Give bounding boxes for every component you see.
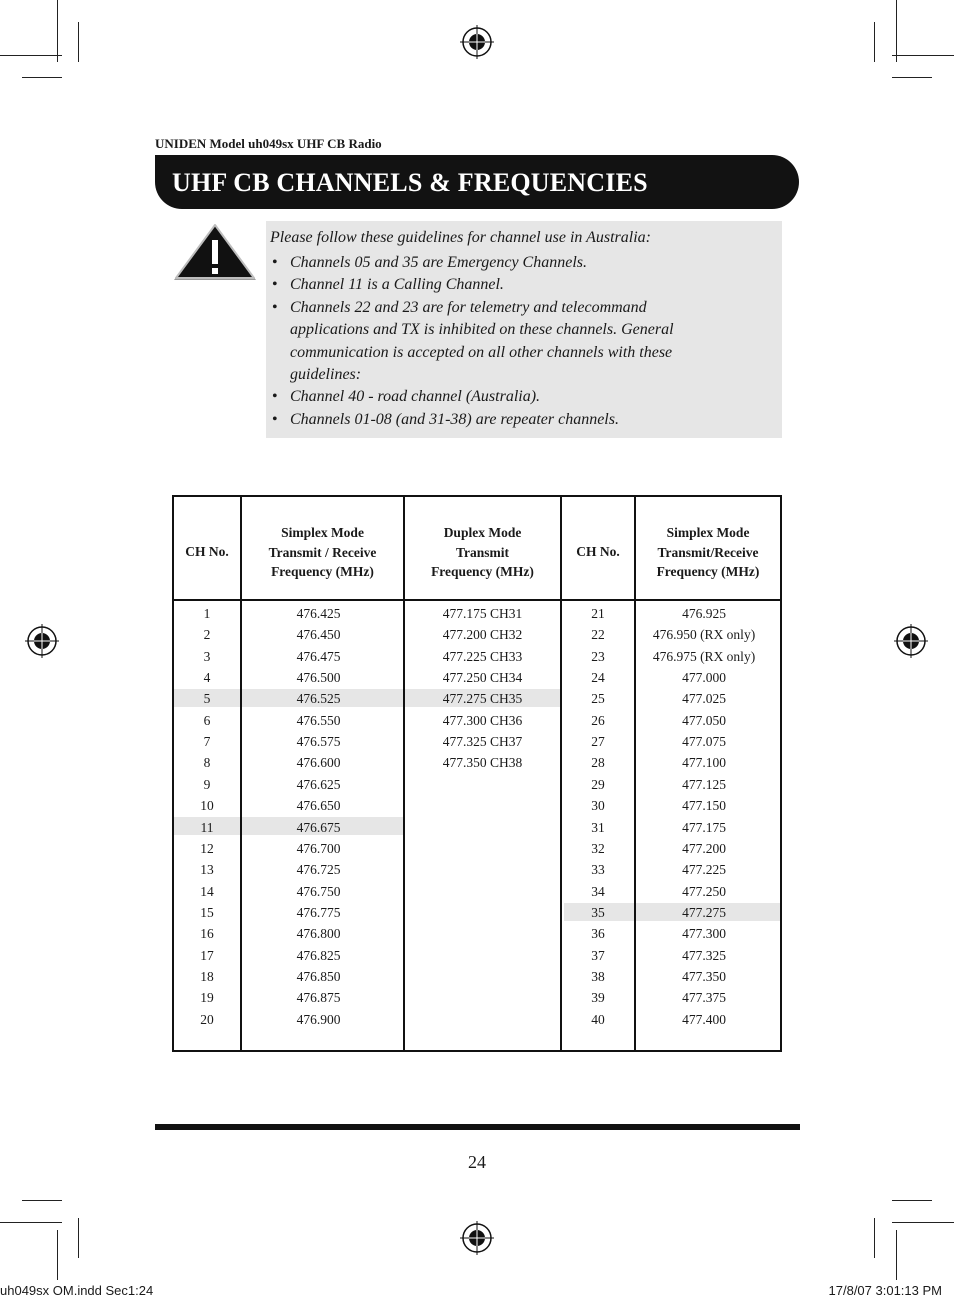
crop-mark bbox=[78, 1218, 79, 1258]
table-cell-simplex-freq: 476.950 (RX only) bbox=[652, 627, 756, 642]
table-cell-simplex-freq: 476.550 bbox=[296, 713, 341, 728]
header-simplex-left: Simplex Mode Transmit / Receive Frequency (MHz) bbox=[268, 525, 377, 579]
crop-mark bbox=[874, 22, 875, 62]
table-cell-simplex-freq: 477.100 bbox=[682, 755, 726, 770]
title-bar bbox=[155, 155, 799, 209]
table-cell-simplex-freq: 477.200 bbox=[682, 841, 726, 856]
table-cell-simplex-freq: 476.425 bbox=[296, 606, 341, 621]
table-cell-ch: 22 bbox=[591, 627, 605, 642]
crop-mark bbox=[78, 22, 79, 62]
header-duplex: Duplex Mode Transmit Frequency (MHz) bbox=[431, 525, 534, 579]
registration-mark-icon bbox=[460, 25, 494, 59]
table-cell-ch: 31 bbox=[591, 820, 605, 835]
list-item: • Channels 22 and 23 are for telemetry and telecommand applications and TX is inhibited on these channels. General communication is accepted on all other channels with these guidelines: bbox=[272, 298, 674, 384]
table-cell-ch: 16 bbox=[200, 926, 214, 941]
crop-mark bbox=[892, 1222, 954, 1223]
table-cell-ch: 24 bbox=[591, 670, 605, 685]
table-cell-ch: 21 bbox=[591, 606, 605, 621]
table-cell-ch: 13 bbox=[200, 862, 214, 877]
slug-timestamp: 17/8/07 3:01:13 PM bbox=[828, 1283, 942, 1298]
table-cell-ch: 26 bbox=[591, 713, 605, 728]
crop-mark bbox=[22, 1200, 62, 1201]
table-cell-ch: 20 bbox=[200, 1012, 214, 1027]
table-cell-simplex-freq: 476.850 bbox=[296, 969, 341, 984]
list-item: • Channel 11 is a Calling Channel. bbox=[272, 276, 504, 294]
table-cell-ch: 3 bbox=[203, 649, 211, 664]
list-item: • Channel 40 - road channel (Australia). bbox=[272, 388, 541, 406]
table-cell-ch: 37 bbox=[591, 948, 605, 963]
page-number: 24 bbox=[468, 1152, 486, 1172]
table-cell-simplex-freq: 477.225 bbox=[682, 862, 726, 877]
crop-mark bbox=[0, 1222, 62, 1223]
table-cell-duplex-freq: 477.200 CH32 bbox=[442, 627, 523, 642]
header-simplex-right: Simplex Mode Transmit/Receive Frequency (MHz) bbox=[656, 525, 760, 579]
table-cell-simplex-freq: 476.825 bbox=[296, 948, 341, 963]
table-cell-ch: 39 bbox=[591, 990, 605, 1005]
table-cell-simplex-freq: 476.775 bbox=[296, 905, 341, 920]
list-item: • Channels 05 and 35 are Emergency Channels. bbox=[272, 254, 587, 271]
table-cell-simplex-freq: 477.025 bbox=[682, 691, 726, 706]
crop-mark bbox=[57, 0, 58, 62]
table-cell-ch: 32 bbox=[591, 841, 605, 856]
document-header: UNIDEN Model uh049sx UHF CB Radio bbox=[155, 136, 382, 151]
table-cell-simplex-freq: 476.500 bbox=[296, 670, 341, 685]
table-cell-simplex-freq: 476.800 bbox=[296, 926, 341, 941]
table-cell-ch: 14 bbox=[200, 884, 214, 899]
crop-mark bbox=[896, 1230, 897, 1280]
table-cell-simplex-freq: 477.350 bbox=[682, 969, 726, 984]
table-cell-duplex-freq: 477.325 CH37 bbox=[442, 734, 523, 749]
table-cell-simplex-freq: 476.475 bbox=[296, 649, 341, 664]
table-cell-ch: 19 bbox=[200, 990, 214, 1005]
table-cell-simplex-freq: 477.275 bbox=[682, 905, 726, 920]
guideline-text: Channel 40 - road channel (Australia). bbox=[290, 388, 541, 406]
crop-mark bbox=[892, 55, 954, 56]
header-ch-no-left: CH No. bbox=[185, 544, 229, 559]
table-cell-ch: 5 bbox=[203, 691, 211, 706]
guideline-text: Channels 01-08 (and 31-38) are repeater channels. bbox=[290, 410, 619, 428]
table-cell-simplex-freq: 477.075 bbox=[682, 734, 726, 749]
table-cell-simplex-freq: 477.325 bbox=[682, 948, 726, 963]
table-cell-simplex-freq: 477.375 bbox=[682, 990, 726, 1005]
table-cell-ch: 18 bbox=[200, 969, 214, 984]
crop-mark bbox=[0, 55, 62, 56]
table-cell-ch: 10 bbox=[200, 798, 214, 813]
guideline-text: Channel 11 is a Calling Channel. bbox=[290, 276, 504, 294]
table-cell-simplex-freq: 476.625 bbox=[296, 777, 341, 792]
slug-filename: uh049sx OM.indd Sec1:24 bbox=[0, 1283, 154, 1298]
channel-table bbox=[172, 495, 782, 1052]
crop-mark bbox=[57, 1230, 58, 1280]
table-cell-duplex-freq: 477.225 CH33 bbox=[442, 649, 523, 664]
registration-mark-icon bbox=[894, 624, 928, 658]
table-cell-simplex-freq: 477.125 bbox=[682, 777, 726, 792]
table-cell-ch: 30 bbox=[591, 798, 605, 813]
table-cell-duplex-freq: 477.250 CH34 bbox=[442, 670, 523, 685]
table-cell-simplex-freq: 476.450 bbox=[296, 627, 341, 642]
table-cell-simplex-freq: 476.925 bbox=[682, 606, 726, 621]
table-cell-ch: 2 bbox=[203, 627, 211, 642]
guidelines-list bbox=[270, 252, 710, 431]
crop-mark bbox=[22, 77, 62, 78]
table-cell-simplex-freq: 476.725 bbox=[296, 862, 341, 877]
table-cell-simplex-freq: 476.700 bbox=[296, 841, 341, 856]
table-cell-simplex-freq: 476.525 bbox=[296, 691, 341, 706]
table-cell-ch: 4 bbox=[203, 670, 211, 685]
list-item: • Channels 01-08 (and 31-38) are repeater channels. bbox=[272, 410, 619, 428]
crop-mark bbox=[896, 0, 897, 62]
table-cell-simplex-freq: 477.250 bbox=[682, 884, 726, 899]
table-cell-ch: 9 bbox=[203, 777, 211, 792]
table-cell-ch: 12 bbox=[200, 841, 214, 856]
table-cell-ch: 40 bbox=[591, 1012, 605, 1027]
registration-mark-icon bbox=[460, 1221, 494, 1255]
table-cell-ch: 15 bbox=[200, 905, 214, 920]
crop-mark bbox=[892, 1200, 932, 1201]
table-cell-simplex-freq: 477.175 bbox=[682, 820, 726, 835]
guidelines-intro: Please follow these guidelines for channel use in Australia: bbox=[270, 229, 651, 246]
guideline-text: Channels 05 and 35 are Emergency Channels. bbox=[290, 254, 587, 271]
header-ch-no-right: CH No. bbox=[576, 544, 620, 559]
table-cell-duplex-freq: 477.275 CH35 bbox=[442, 691, 523, 706]
table-cell-ch: 1 bbox=[203, 606, 211, 621]
page-title: UHF CB CHANNELS & FREQUENCIES bbox=[172, 168, 648, 197]
table-cell-simplex-freq: 476.900 bbox=[296, 1012, 341, 1027]
table-cell-simplex-freq: 476.975 (RX only) bbox=[652, 649, 756, 664]
table-cell-ch: 7 bbox=[203, 734, 211, 749]
table-cell-duplex-freq: 477.350 CH38 bbox=[442, 755, 523, 770]
guidelines-box bbox=[266, 221, 782, 438]
warning-triangle-icon bbox=[172, 222, 258, 284]
table-cell-ch: 23 bbox=[591, 649, 605, 664]
table-cell-ch: 33 bbox=[591, 862, 605, 877]
table-cell-simplex-freq: 477.400 bbox=[682, 1012, 726, 1027]
table-cell-simplex-freq: 477.050 bbox=[682, 713, 726, 728]
table-cell-simplex-freq: 476.650 bbox=[296, 798, 341, 813]
guideline-text: Channels 22 and 23 are for telemetry and telecommand applications and TX is inhibited on these channels. General communication is accepted on all other channels with these guidelines: bbox=[290, 298, 674, 384]
table-cell-simplex-freq: 476.600 bbox=[296, 755, 341, 770]
table-cell-simplex-freq: 476.575 bbox=[296, 734, 341, 749]
table-cell-ch: 28 bbox=[591, 755, 605, 770]
table-cell-ch: 6 bbox=[203, 713, 211, 728]
table-cell-ch: 11 bbox=[200, 820, 214, 835]
crop-mark bbox=[892, 77, 932, 78]
table-cell-ch: 35 bbox=[591, 905, 605, 920]
registration-mark-icon bbox=[25, 624, 59, 658]
table-cell-ch: 25 bbox=[591, 691, 605, 706]
table-cell-ch: 29 bbox=[591, 777, 605, 792]
table-cell-duplex-freq: 477.300 CH36 bbox=[442, 713, 523, 728]
table-cell-simplex-freq: 476.675 bbox=[296, 820, 341, 835]
table-cell-ch: 17 bbox=[200, 948, 214, 963]
table-cell-ch: 34 bbox=[591, 884, 605, 899]
table-cell-simplex-freq: 476.750 bbox=[296, 884, 341, 899]
table-cell-ch: 36 bbox=[591, 926, 605, 941]
table-cell-duplex-freq: 477.175 CH31 bbox=[442, 606, 523, 621]
table-cell-ch: 27 bbox=[591, 734, 605, 749]
table-cell-simplex-freq: 477.300 bbox=[682, 926, 726, 941]
table-cell-simplex-freq: 476.875 bbox=[296, 990, 341, 1005]
footer-rule bbox=[155, 1124, 800, 1130]
crop-mark bbox=[874, 1218, 875, 1258]
table-cell-ch: 38 bbox=[591, 969, 605, 984]
table-cell-simplex-freq: 477.150 bbox=[682, 798, 726, 813]
table-cell-simplex-freq: 477.000 bbox=[682, 670, 726, 685]
table-cell-ch: 8 bbox=[203, 755, 211, 770]
